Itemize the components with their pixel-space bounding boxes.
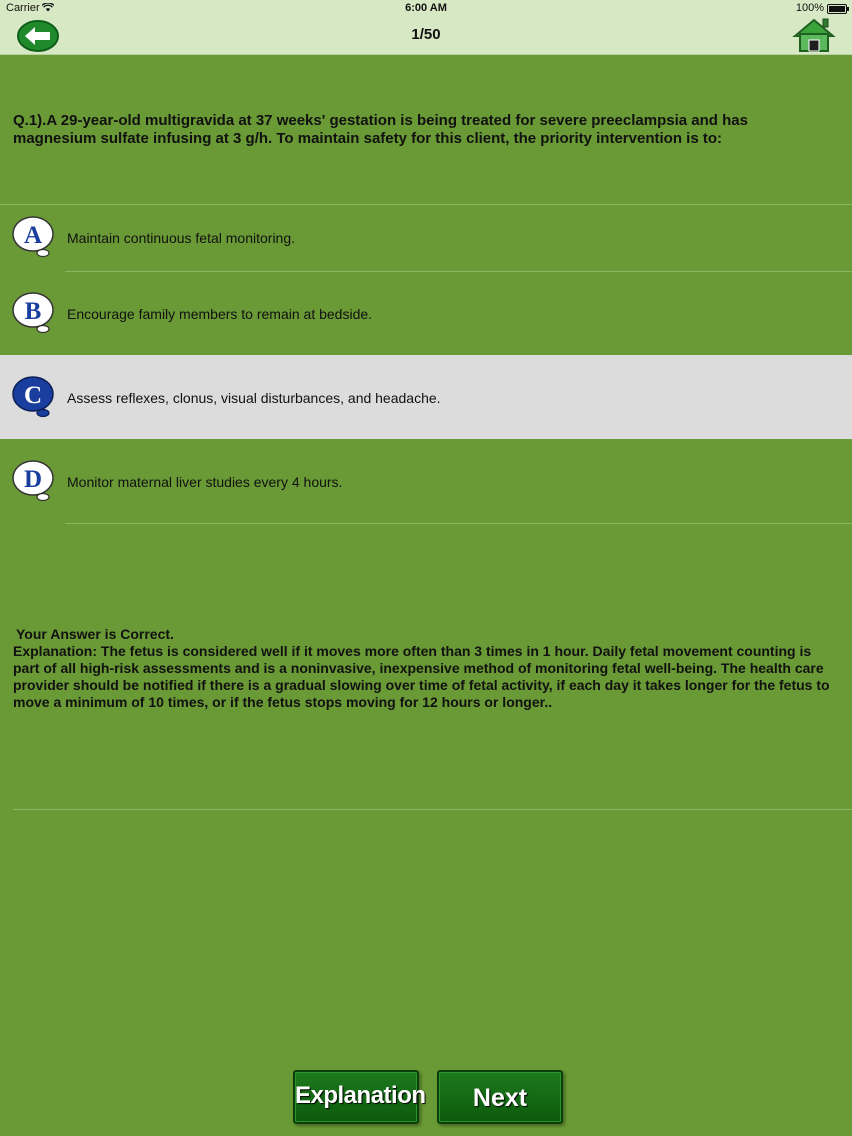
- explanation-text: Explanation: The fetus is considered well if it moves more often than 3 times in 1 hour. Daily fetal movement counting is part of all high-risk assessments and is a noninvasive, inexpensive method of monitoring fetal well-being. The health care provider should be notified if there is a gradual slowing over time of fetal activity, if each day it takes longer for the fetus to move a minimum of 10 times, or if the fetus stops moving for 12 hours or longer..: [13, 643, 830, 710]
- option-a-text: Maintain continuous fetal monitoring.: [67, 230, 296, 246]
- home-button[interactable]: [792, 16, 836, 54]
- navigation-bar: [0, 16, 852, 55]
- next-button[interactable]: Next: [437, 1070, 563, 1124]
- option-a-bubble-icon: [12, 214, 56, 258]
- option-c-bubble-icon: [12, 374, 56, 418]
- option-d[interactable]: [0, 440, 852, 523]
- option-c[interactable]: [0, 355, 852, 439]
- carrier-label: Carrier: [6, 2, 40, 14]
- question-text: Q.1).A 29-year-old multigravida at 37 weeks' gestation is being treated for severe preeclampsia and has magnesium sulfate infusing at 3 g/h. To maintain safety for this client, the priority intervention is to:: [13, 112, 748, 147]
- option-d-letter: D: [23, 466, 43, 493]
- divider: [13, 809, 852, 810]
- option-d-text: Monitor maternal liver studies every 4 hours.: [67, 474, 343, 490]
- status-time: 6:00 AM: [405, 2, 447, 14]
- explanation-panel: [13, 626, 835, 711]
- option-d-bubble-icon: [12, 458, 56, 502]
- option-b-letter: B: [24, 298, 42, 325]
- option-c-text: Assess reflexes, clonus, visual disturbances, and headache.: [67, 390, 441, 406]
- battery-icon: [827, 4, 847, 14]
- option-a[interactable]: [0, 205, 852, 271]
- home-icon: [792, 16, 836, 54]
- option-a-letter: A: [23, 222, 43, 249]
- option-c-letter: C: [23, 382, 43, 409]
- battery-percent: 100%: [795, 2, 824, 14]
- option-b-bubble-icon: [12, 290, 56, 334]
- answer-result: Your Answer is Correct.: [16, 626, 174, 642]
- divider: [65, 523, 852, 524]
- page-title: 1/50: [411, 26, 441, 43]
- explanation-button[interactable]: Explanation: [293, 1070, 419, 1124]
- status-bar: [0, 0, 852, 16]
- option-b[interactable]: [0, 272, 852, 355]
- option-b-text: Encourage family members to remain at bedside.: [67, 306, 373, 322]
